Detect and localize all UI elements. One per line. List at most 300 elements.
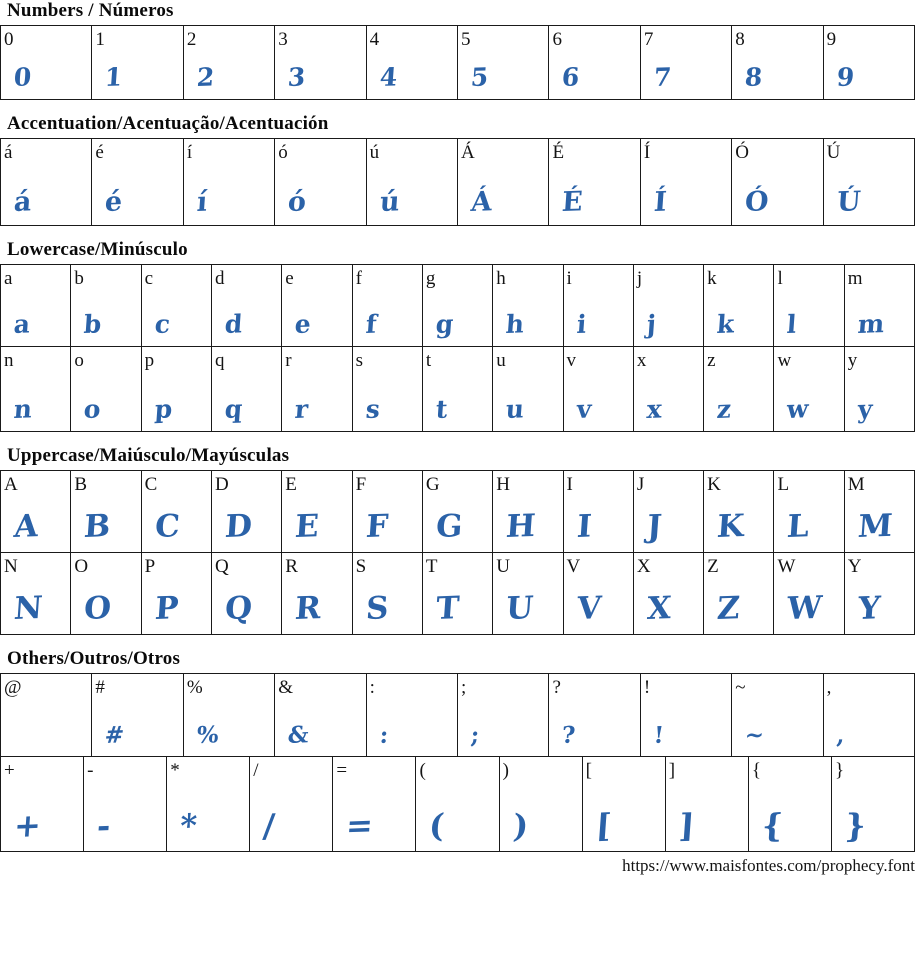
glyph-grid [0,138,915,226]
handwritten-glyph: - [95,806,112,846]
glyph-cell [773,264,843,346]
character-label: / [253,760,259,781]
handwritten-glyph: á [12,186,33,219]
character-label: * [170,760,180,781]
character-label: é [95,142,104,163]
character-label: R [285,556,298,577]
character-label: d [214,268,225,289]
handwritten-glyph: Z [715,590,742,628]
character-label: S [355,556,367,577]
glyph-cell [274,138,365,225]
handwritten-glyph: N [12,589,44,628]
glyph-cell [563,552,633,634]
glyph-cell [141,264,211,346]
character-label: - [87,760,94,781]
handwritten-glyph: Q [223,589,254,628]
glyph-cell [183,673,274,756]
handwritten-glyph: % [195,721,220,750]
character-label: H [496,474,510,495]
character-label: % [186,677,203,698]
section-title: Numbers / Números [7,0,174,21]
glyph-cell [183,25,274,99]
glyph-cell [274,673,365,756]
glyph-cell [366,138,457,225]
handwritten-glyph: : [378,721,389,750]
character-label: 1 [95,29,105,50]
handwritten-glyph: 1 [104,62,124,93]
character-label: = [336,760,348,781]
handwritten-glyph: v [575,394,592,425]
glyph-cell [211,470,281,552]
glyph-cell [83,756,166,851]
handwritten-glyph: J [645,508,663,546]
glyph-cell [91,138,182,225]
handwritten-glyph: e [294,309,313,340]
glyph-cell [457,25,548,99]
handwritten-glyph: q [223,394,244,425]
glyph-cell [352,264,422,346]
character-label: + [4,760,15,781]
character-label: É [552,142,565,163]
character-label: u [496,350,506,371]
character-label: I [566,474,573,495]
handwritten-glyph: i [575,309,587,340]
character-label: V [566,556,581,577]
handwritten-glyph: í [195,186,209,219]
character-label: r [285,350,292,371]
character-label: a [4,268,13,289]
glyph-cell [457,673,548,756]
glyph-cell [640,673,731,756]
glyph-cell [731,673,822,756]
handwritten-glyph: [ [594,806,613,846]
glyph-cell [422,470,492,552]
glyph-cell [823,673,914,756]
handwritten-glyph: Ó [744,186,770,219]
character-label: F [355,474,367,495]
glyph-cell [91,673,182,756]
character-label: q [214,350,225,371]
glyph-cell [70,552,140,634]
glyph-cell [422,264,492,346]
glyph-cell [773,552,843,634]
character-label: ] [668,760,676,781]
character-label: p [144,350,155,371]
character-label: K [707,474,721,495]
character-label: ~ [735,677,746,698]
character-label: ; [461,677,467,698]
glyph-grid [0,673,915,852]
glyph-cell [582,756,665,851]
handwritten-glyph: y [856,394,874,425]
handwritten-glyph: ; [469,721,481,750]
glyph-row [0,756,914,851]
character-label: Y [847,556,862,577]
glyph-cell [0,138,91,225]
handwritten-glyph: 3 [287,62,307,93]
glyph-cell [633,552,703,634]
handwritten-glyph: } [843,806,867,846]
handwritten-glyph: B [83,507,112,546]
character-label: Ú [826,142,841,163]
glyph-cell [422,346,492,431]
specimen-section [0,648,916,852]
section-title: Lowercase/Minúsculo [7,239,188,260]
character-label: ? [552,677,561,698]
handwritten-glyph: w [786,394,810,425]
glyph-cell [211,552,281,634]
handwritten-glyph: P [153,590,180,628]
character-label: L [777,474,790,495]
glyph-row [0,25,914,99]
glyph-row [0,138,914,225]
handwritten-glyph: t [434,394,449,425]
glyph-cell [166,756,249,851]
handwritten-glyph: j [645,309,657,340]
glyph-cell [366,25,457,99]
character-label: f [355,268,362,289]
character-label: 5 [461,29,471,50]
glyph-cell [703,552,773,634]
glyph-cell [731,138,822,225]
glyph-cell [640,25,731,99]
glyph-cell [415,756,498,851]
glyph-row [0,264,914,346]
glyph-cell [499,756,582,851]
character-label: 9 [826,29,837,50]
glyph-cell [633,470,703,552]
glyph-cell [823,138,914,225]
character-label: [ [585,760,592,781]
handwritten-glyph: C [153,508,181,546]
handwritten-glyph: o [83,394,102,425]
glyph-row [0,470,914,552]
glyph-cell [0,756,83,851]
handwritten-glyph: É [561,186,585,219]
character-label: ó [278,142,288,163]
glyph-cell [823,25,914,99]
glyph-cell [633,264,703,346]
glyph-cell [457,138,548,225]
glyph-cell [352,552,422,634]
character-label: Z [707,556,719,577]
handwritten-glyph: V [575,590,602,628]
glyph-grid [0,470,915,635]
handwritten-glyph: O [83,589,113,628]
character-label: v [566,350,576,371]
character-label: X [636,556,651,577]
section-title: Accentuation/Acentuação/Acentuación [7,113,329,134]
glyph-cell [844,552,914,634]
handwritten-glyph: Á [469,186,494,219]
character-label: y [847,350,858,371]
character-label: t [425,350,432,371]
character-label: 3 [278,29,288,50]
handwritten-glyph: T [434,590,461,628]
handwritten-glyph: S [364,590,390,628]
glyph-cell [332,756,415,851]
handwritten-glyph: a [12,309,32,340]
handwritten-glyph: ( [428,806,447,846]
character-label: i [566,268,572,289]
character-label: h [496,268,506,289]
glyph-cell [183,138,274,225]
glyph-cell [563,264,633,346]
glyph-cell [274,25,365,99]
character-label: , [826,677,832,698]
handwritten-glyph: ~ [744,721,766,750]
glyph-cell [492,346,562,431]
handwritten-glyph: l [786,309,798,340]
glyph-row [0,346,914,431]
handwritten-glyph: W [786,589,824,628]
handwritten-glyph: * [178,806,199,846]
character-label: j [636,268,643,289]
glyph-cell [703,470,773,552]
character-label: 0 [4,29,14,50]
handwritten-glyph: ! [652,721,665,750]
glyph-cell [773,346,843,431]
character-label: & [278,677,293,698]
glyph-cell [141,346,211,431]
glyph-cell [844,264,914,346]
handwritten-glyph: R [294,589,323,628]
character-label: Í [643,142,651,163]
handwritten-glyph: = [345,805,375,846]
handwritten-glyph: s [364,394,381,425]
character-label: T [425,556,438,577]
glyph-cell [703,346,773,431]
glyph-row [0,673,914,756]
character-label: ( [419,760,426,781]
handwritten-glyph: L [786,508,811,546]
handwritten-glyph: ó [287,186,308,219]
handwritten-glyph: u [505,394,526,425]
handwritten-glyph: é [104,186,124,219]
character-label: } [834,760,845,781]
glyph-cell [548,25,639,99]
character-label: : [369,677,375,698]
handwritten-glyph: & [287,721,310,750]
character-label: J [636,474,645,495]
handwritten-glyph: 9 [835,62,855,93]
glyph-cell [0,25,91,99]
handwritten-glyph: k [715,309,736,340]
character-label: # [95,677,105,698]
character-label: @ [4,677,22,698]
handwritten-glyph: E [294,508,321,546]
handwritten-glyph: g [434,309,455,340]
handwritten-glyph: d [223,309,244,340]
handwritten-glyph: / [262,806,277,846]
character-label: g [425,268,436,289]
glyph-cell [249,756,332,851]
handwritten-glyph: Í [652,186,668,219]
glyph-cell [492,552,562,634]
glyph-cell [352,470,422,552]
character-label: s [355,350,363,371]
character-label: x [636,350,647,371]
handwritten-glyph: G [434,507,464,546]
glyph-cell [352,346,422,431]
glyph-cell [0,264,70,346]
handwritten-glyph: 4 [378,62,398,93]
glyph-cell [70,470,140,552]
handwritten-glyph: { [760,806,784,846]
handwritten-glyph: Ú [835,186,862,219]
glyph-cell [281,346,351,431]
handwritten-glyph: 0 [12,62,33,93]
section-title: Others/Outros/Otros [7,648,181,669]
glyph-cell [0,346,70,431]
glyph-cell [640,138,731,225]
glyph-cell [70,264,140,346]
handwritten-glyph: x [645,394,663,425]
glyph-cell [748,756,831,851]
handwritten-glyph: 6 [561,62,581,93]
handwritten-glyph: ú [378,186,401,219]
character-label: P [144,556,156,577]
character-label: l [777,268,783,289]
handwritten-glyph: # [104,721,126,750]
character-label: ) [502,760,509,781]
character-label: O [74,556,89,577]
character-label: 7 [643,29,654,50]
specimen-section [0,239,916,432]
character-label: c [144,268,154,289]
handwritten-glyph: b [83,309,103,340]
character-label: M [847,474,865,495]
glyph-cell [366,673,457,756]
handwritten-glyph: + [12,805,43,846]
glyph-cell [0,552,70,634]
glyph-cell [0,673,91,756]
character-label: n [4,350,14,371]
handwritten-glyph: 7 [652,62,673,93]
handwritten-glyph: n [12,394,34,425]
glyph-grid [0,25,915,100]
glyph-cell [563,346,633,431]
character-label: b [74,268,84,289]
glyph-cell [281,264,351,346]
character-label: B [74,474,87,495]
handwritten-glyph: H [505,507,537,546]
handwritten-glyph: Y [856,590,882,628]
glyph-cell [422,552,492,634]
glyph-cell [141,470,211,552]
glyph-cell [773,470,843,552]
handwritten-glyph: K [715,507,746,546]
character-label: o [74,350,84,371]
handwritten-glyph: c [153,309,171,340]
character-label: D [214,474,229,495]
handwritten-glyph: U [505,589,535,628]
character-label: A [4,474,18,495]
character-label: á [4,142,13,163]
glyph-grid [0,264,915,432]
handwritten-glyph: M [856,507,894,546]
handwritten-glyph: , [835,721,846,750]
glyph-cell [492,264,562,346]
glyph-cell [731,25,822,99]
character-label: e [285,268,294,289]
glyph-cell [70,346,140,431]
glyph-cell [281,470,351,552]
character-label: W [777,556,796,577]
glyph-cell [665,756,748,851]
character-label: w [777,350,792,371]
handwritten-glyph: z [715,394,733,425]
character-label: ú [369,142,380,163]
glyph-cell [0,470,70,552]
glyph-cell [141,552,211,634]
section-title: Uppercase/Maiúsculo/Mayúsculas [7,445,290,466]
character-label: 4 [369,29,380,50]
handwritten-glyph: ) [511,806,530,846]
character-label: 6 [552,29,562,50]
glyph-cell [831,756,914,851]
character-label: N [4,556,18,577]
handwritten-glyph: h [505,309,526,340]
character-label: Q [214,556,229,577]
handwritten-glyph: ? [561,721,577,750]
character-label: { [751,760,761,781]
character-label: 2 [186,29,197,50]
specimen-section [0,445,916,635]
glyph-cell [211,346,281,431]
character-label: í [186,142,193,163]
glyph-cell [548,138,639,225]
character-label: C [144,474,158,495]
glyph-cell [844,346,914,431]
handwritten-glyph: I [575,508,593,546]
character-label: k [707,268,717,289]
handwritten-glyph: 2 [195,62,216,93]
specimen-section [0,0,916,100]
character-label: ! [643,677,651,698]
glyph-cell [211,264,281,346]
handwritten-glyph: f [364,309,378,340]
glyph-cell [633,346,703,431]
character-label: E [285,474,297,495]
character-label: U [496,556,510,577]
handwritten-glyph: 8 [744,62,764,93]
handwritten-glyph: r [294,394,310,425]
specimen-section [0,113,916,226]
character-label: G [425,474,440,495]
handwritten-glyph: ] [677,806,696,846]
handwritten-glyph: F [364,508,389,546]
glyph-cell [563,470,633,552]
glyph-cell [281,552,351,634]
character-label: m [847,268,863,289]
handwritten-glyph: A [12,508,40,546]
character-label: 8 [735,29,745,50]
character-label: Á [461,142,475,163]
glyph-cell [844,470,914,552]
handwritten-glyph: p [153,394,173,425]
handwritten-glyph: m [856,308,886,340]
footer-url: https://www.maisfontes.com/prophecy.font [622,856,915,875]
handwritten-glyph: D [223,507,254,546]
handwritten-glyph: X [645,590,673,628]
glyph-cell [703,264,773,346]
glyph-cell [492,470,562,552]
handwritten-glyph: 5 [469,62,490,93]
character-label: z [707,350,716,371]
glyph-cell [91,25,182,99]
character-label: Ó [735,142,749,163]
